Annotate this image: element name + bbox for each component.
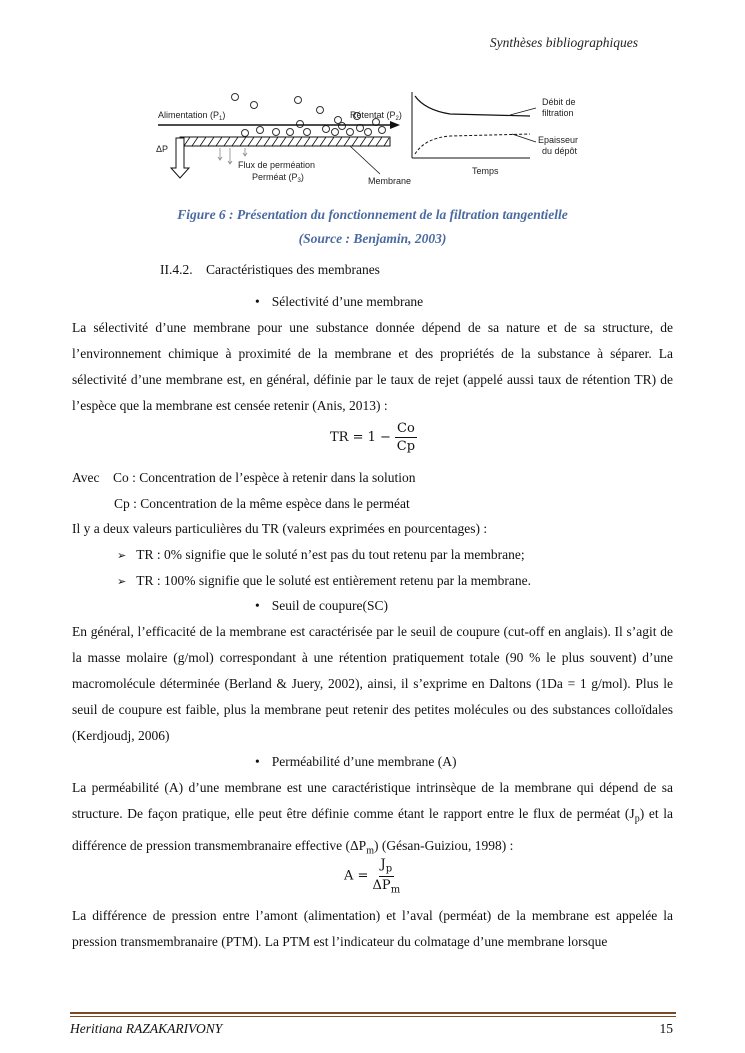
svg-text:Débit de: Débit de bbox=[542, 97, 576, 107]
svg-text:du dépôt: du dépôt bbox=[542, 146, 578, 156]
bullet-permeabilite: • Perméabilité d’une membrane (A) bbox=[255, 754, 457, 769]
bullet-selectivite: • Sélectivité d’une membrane bbox=[255, 294, 424, 309]
bullet-seuil: • Seuil de coupure(SC) bbox=[255, 598, 388, 613]
section-title: Caractéristiques des membranes bbox=[206, 262, 380, 277]
running-header: Synthèses bibliographiques bbox=[489, 35, 638, 50]
avec-co: Avec Co : Concentration de l’espèce à retenir dans la solution bbox=[72, 470, 416, 485]
filtration-figure bbox=[150, 86, 600, 198]
paragraph-selectivite: La sélectivité d’une membrane pour une substance donnée dépend de sa nature et de sa structure, de l’environnement chimique à proximité de la membrane et des propriétés de la substance à séparer. La sélectivité d’une membrane est, en général, définie par le taux de rejet (appelé aussi taux de rétention TR) de l’espèce que la membrane est censée retenir (Anis, 2013) : bbox=[72, 320, 673, 413]
svg-text:Temps: Temps bbox=[472, 166, 499, 176]
svg-text:Alimentation (P1): Alimentation $(P_1)$ bbox=[158, 110, 226, 122]
svg-text:Perméat (P3): Perméat $(P_3)$ bbox=[252, 172, 304, 184]
page-number: 15 bbox=[659, 1021, 673, 1036]
tr-item-0: ➢ TR : 0% signifie que le soluté n’est pas du tout retenu par la membrane; bbox=[117, 547, 525, 562]
svg-text:Membrane: Membrane bbox=[368, 176, 412, 186]
svg-text:filtration: filtration bbox=[542, 108, 574, 118]
tr-intro: Il y a deux valeurs particulières du TR (valeurs exprimées en pourcentages) : bbox=[72, 521, 488, 536]
paragraph-permeabilite: La perméabilité (A) d’une membrane est une caractéristique intrinsèque de la membrane qui dépend de sa structure. De façon pratique, elle peut être définie comme étant le rapport entre le flux de perméat $(J_p)$ et la différence de pression transmembranaire effective $(\Delta P_m)$ (Gésan-Guiziou, 1998) : bbox=[72, 780, 673, 857]
equation-tr: TR = 1 − $\frac{Co}{Cp}$ bbox=[330, 421, 416, 454]
svg-text:Rétentat (P2): Rétentat $(P_2)$ bbox=[350, 110, 402, 122]
svg-text:ΔP: ΔP bbox=[156, 144, 169, 154]
footer-rule bbox=[70, 1012, 676, 1014]
section-heading bbox=[160, 262, 380, 278]
figure-caption-line1: Figure 6 : Présentation du fonctionnement de la filtration tangentielle bbox=[177, 207, 568, 222]
footer-rule-thin bbox=[70, 1016, 676, 1017]
svg-text:Flux de perméation: Flux de perméation bbox=[238, 160, 316, 170]
tr-item-100: ➢ TR : 100% signifie que le soluté est entièrement retenu par la membrane. bbox=[117, 573, 531, 588]
svg-text:Epaisseur: Epaisseur bbox=[538, 135, 579, 145]
avec-cp: Cp : Concentration de la même espèce dans le perméat bbox=[114, 496, 410, 511]
footer-author: Heritiana RAZAKARIVONY bbox=[70, 1021, 223, 1036]
paragraph-ptm: La différence de pression entre l’amont (alimentation) et l’aval (perméat) de la membrane est appelée la pression transmembranaire (PTM). La PTM est l’indicateur du colmatage d’une membrane lorsque bbox=[72, 908, 673, 949]
figure-caption-source: (Source : Benjamin, 2003) bbox=[298, 231, 447, 246]
paragraph-seuil: En général, l’efficacité de la membrane est caractérisée par le seuil de coupure (cut-off en anglais). Il s’agit de la masse molaire (g/mol) correspondant à une rétention pratiquement totale (90 % le plus souvent) d’une macromolécule déterminée (Berland & Juery, 2002), ainsi, il s’exprime en Daltons (1Da = 1 g/mol). Plus le seuil de coupure est faible, plus la membrane peut retenir des petites molécules ou des substances colloïdales (Kerdjoudj, 2006) bbox=[72, 624, 673, 743]
equation-permeability: A = $\frac{J_p}{\Delta P_m}$ bbox=[344, 857, 401, 896]
section-number: II.4.2. bbox=[160, 262, 193, 277]
time-graph bbox=[412, 92, 536, 158]
